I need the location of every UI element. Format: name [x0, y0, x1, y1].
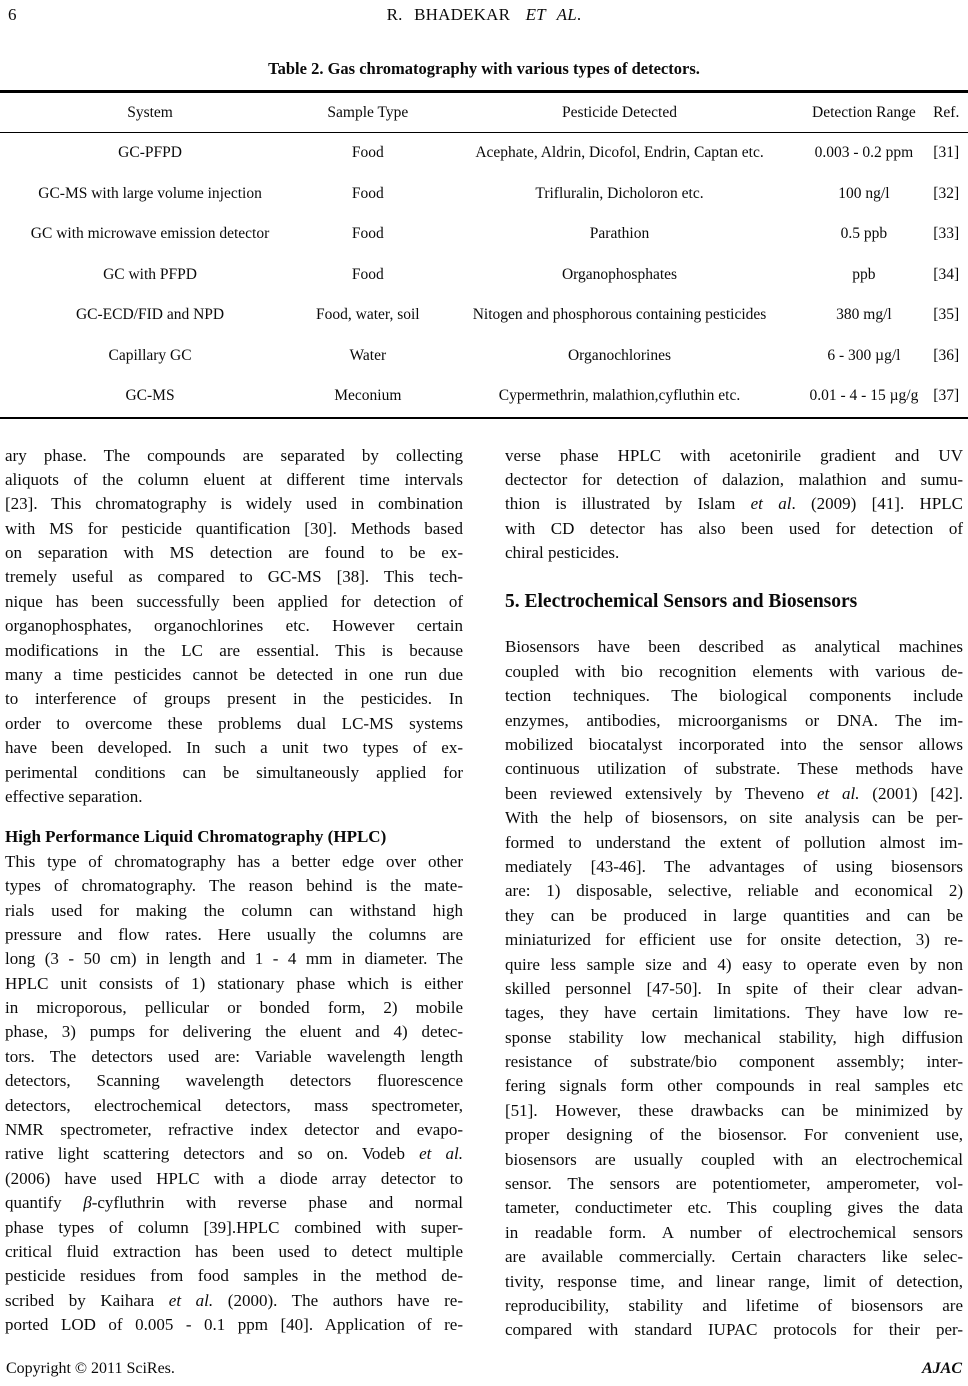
table-title: Table 2. Gas chromatography with various types of detectors. — [268, 59, 700, 78]
text-line: reproducibility, stability and lifetime of biosensors are — [505, 1296, 963, 1315]
text-line: ported LOD of 0.005 - 0.1 ppm [40]. Application of re- — [5, 1315, 463, 1335]
text-line: quantify β-cyfluthrin with reverse phase and normal — [5, 1193, 463, 1213]
table-cell: [34] — [933, 265, 960, 283]
text-line: enzymes, antibodies, microorganisms or DNA. The im- — [505, 710, 963, 730]
text-line: fering signals form other compounds in real samples etc — [505, 1076, 963, 1096]
column-header: Sample Type — [300, 92, 436, 133]
text-line: tection techniques. The biological components include — [505, 686, 963, 706]
table-cell: [31] — [933, 144, 960, 162]
column-header: System — [0, 92, 300, 133]
text-line: tages, they have certain limitations. They have low re- — [505, 1003, 963, 1023]
table-body — [0, 133, 968, 418]
section-heading: 5. Electrochemical Sensors and Biosensors — [505, 591, 858, 613]
text-line: detectors, electrochemical detectors, mass spectrometer, — [5, 1095, 463, 1115]
text-line: detectors, Scanning wavelength detectors fluorescence — [5, 1071, 463, 1091]
table-cell: Organochlorines — [567, 346, 672, 364]
column-header: Ref. — [924, 92, 968, 133]
text-line: order to overcome these problems dual LC-MS systems — [5, 713, 463, 733]
table-cell: GC-MS — [125, 387, 175, 405]
table-row — [0, 295, 968, 336]
text-line: coupled with bio recognition elements with various de- — [505, 661, 963, 681]
table-row — [0, 174, 968, 215]
text-line: mediately [43-46]. The advantages of using biosensors — [505, 856, 963, 876]
table-cell: 380 mg/l — [836, 306, 892, 324]
text-line: formed to understand the extent of pollution almost im- — [505, 832, 963, 852]
text-line: rative light scattering detectors and so on. Vodeb et al. — [5, 1144, 464, 1164]
table-cell: Meconium — [334, 387, 402, 405]
table-row — [0, 255, 968, 296]
text-line: effective separation. — [5, 786, 143, 806]
table-cell: GC with PFPD — [103, 265, 197, 283]
text-line: to interference of groups present in the pesticides. In — [5, 689, 463, 709]
text-line: modifications in the LC are essential. This is because — [5, 640, 463, 660]
detectors-table — [0, 90, 968, 419]
text-line: tameter, conductimeter etc. This coupling gives the data — [505, 1198, 963, 1218]
text-line: chiral pesticides. — [505, 543, 620, 563]
copyright-text: Copyright © 2011 SciRes. — [6, 1360, 175, 1377]
text-line: dectector for detection of dalazion, malathion and sumu- — [505, 469, 963, 489]
text-line: With the help of biosensors, on site analysis can be per- — [505, 808, 963, 828]
text-line: sponse stability low mechanical stability, high diffusion — [505, 1027, 963, 1047]
text-line: they can be produced in large quantities and can be — [505, 905, 963, 925]
paragraph — [505, 444, 963, 566]
text-line: are: 1) disposable, selective, reliable and economical 2) — [505, 881, 963, 901]
text-line: many a time pesticides cannot be detected in one run due — [5, 665, 463, 685]
text-line: critical fluid extraction has been used to detect multiple — [5, 1242, 463, 1261]
text-line: [23]. This chromatography is widely used in combination — [5, 494, 463, 514]
text-line: HPLC unit consists of 1) stationary phase which is either — [5, 973, 463, 993]
text-line: pesticide residues from food samples in the method de- — [5, 1266, 463, 1286]
text-line: quire less sample size and 4) easy to operate even by non — [505, 954, 963, 974]
table-cell: 0.01 - 4 - 15 µg/g — [809, 387, 919, 405]
table-cell: [32] — [933, 184, 960, 202]
text-line: are available commercially. Certain characters like selec- — [505, 1247, 963, 1267]
column-header: Detection Range — [803, 92, 924, 133]
table-cell: GC-MS with large volume injection — [38, 184, 262, 202]
table-header-row — [0, 92, 968, 133]
table-cell: Food — [351, 184, 384, 202]
column-header: Pesticide Detected — [436, 92, 804, 133]
table-cell: 0.5 ppb — [840, 225, 888, 243]
text-line: miniaturized for efficient use for onsite detection, 3) re- — [505, 930, 963, 950]
text-line: tors. The detectors used are: Variable wavelength length — [5, 1046, 463, 1066]
table-row — [0, 133, 968, 174]
text-line: pressure and flow rates. Here usually the columns are — [5, 924, 463, 944]
table-cell: 100 ng/l — [838, 184, 890, 202]
text-line: have been developed. In such a unit two types of ex- — [5, 738, 463, 758]
text-line: phase types of column [39].HPLC combined with super- — [5, 1217, 463, 1237]
table-cell: Parathion — [589, 225, 650, 243]
table-cell: 0.003 - 0.2 ppm — [814, 144, 914, 162]
table-cell: Cypermethrin, malathion,cyfluthin etc. — [498, 387, 741, 405]
text-line: verse phase HPLC with acetonirile gradient and UV — [505, 445, 963, 465]
table-cell: Food — [351, 225, 384, 243]
table-cell: Organophosphates — [561, 265, 678, 283]
text-line: tivity, response time, and linear range, limit of detection, — [505, 1271, 963, 1291]
text-line: Biosensors have been described as analytical machines — [505, 637, 963, 657]
table-row — [0, 336, 968, 377]
page-footer — [6, 1360, 962, 1378]
text-line: types of chromatography. The reason behind is the mate- — [5, 876, 463, 896]
paragraph — [505, 635, 963, 1342]
page-number: 6 — [8, 5, 17, 24]
table-cell: [37] — [933, 387, 960, 405]
text-line: biosensors are usually coupled with an electrochemical — [505, 1149, 963, 1169]
text-line: resistance of substrate/bio component assembly; inter- — [505, 1052, 963, 1072]
text-line: This type of chromatography has a better edge over other — [5, 851, 463, 871]
subsection-heading: High Performance Liquid Chromatography (HPLC) — [5, 827, 387, 847]
table-cell: Acephate, Aldrin, Dicofol, Endrin, Captan etc. — [475, 144, 764, 162]
table-row — [0, 214, 968, 255]
text-line: perimental conditions can be simultaneously applied for — [5, 762, 463, 782]
text-line: aliquots of the column eluent at different time intervals — [5, 469, 463, 489]
table-cell: GC-PFPD — [118, 144, 182, 162]
text-line: scribed by Kaihara et al. (2000). The authors have re- — [5, 1290, 463, 1310]
text-line: [51]. However, these drawbacks can be minimized by — [505, 1100, 963, 1120]
journal-abbreviation: AJAC — [921, 1360, 962, 1377]
page-header — [0, 0, 968, 27]
text-line: rials used for making the column can withstand high — [5, 900, 463, 920]
text-line: with MS for pesticide quantification [30]. Methods based — [5, 518, 463, 538]
table-cell: 6 - 300 µg/l — [827, 346, 901, 364]
text-line: nique has been successfully been applied for detection of — [5, 591, 463, 611]
text-line: continuous utilization of substrate. These methods have — [505, 759, 963, 779]
table-cell: Capillary GC — [108, 346, 192, 364]
text-line: skilled personnel [47-50]. In spite of their clear advan- — [505, 978, 963, 998]
table-cell: Food — [351, 265, 384, 283]
table-cell: [36] — [933, 346, 960, 364]
text-line: tremely useful as compared to GC-MS [38]. This tech- — [5, 567, 463, 587]
paragraph — [5, 850, 463, 1338]
table-cell: [35] — [933, 306, 960, 324]
text-line: mobilized biocatalyst incorporated into the sensor allows — [505, 735, 963, 755]
body-columns — [0, 444, 968, 1343]
table-cell: Trifluralin, Dicholoron etc. — [535, 184, 704, 202]
table-cell: ppb — [852, 265, 876, 283]
text-line: long (3 - 50 cm) in length and 1 - 4 mm in diameter. The — [5, 949, 463, 969]
text-line: (2006) have used HPLC with a diode array detector to — [5, 1168, 463, 1188]
table-row — [0, 376, 968, 418]
paragraph — [5, 444, 463, 810]
table-cell: GC-ECD/FID and NPD — [75, 306, 225, 324]
text-line: sensor. The sensors are potentiometer, amperometer, vol- — [505, 1174, 963, 1194]
body-right-column — [505, 444, 963, 1343]
text-line: thion is illustrated by Islam et al. (2009) [41]. HPLC — [505, 494, 963, 514]
body-left-column — [5, 444, 463, 1343]
table-cell: Food, water, soil — [316, 306, 420, 324]
table-cell: Water — [349, 346, 387, 364]
text-line: on separation with MS detection are found to be ex- — [5, 543, 463, 563]
text-line: proper designing of the biosensor. For convenient use, — [505, 1125, 963, 1145]
table-cell: GC with microwave emission detector — [30, 225, 270, 243]
table-cell: Food — [351, 144, 384, 162]
text-line: ary phase. The compounds are separated by collecting — [5, 445, 463, 465]
text-line: in readable form. A number of electrochemical sensors — [505, 1222, 963, 1242]
table-cell: Nitogen and phosphorous containing pesticides — [472, 306, 767, 324]
text-line: NMR spectrometer, refractive index detector and evapo- — [5, 1120, 463, 1140]
table-cell: [33] — [933, 225, 960, 243]
text-line: compared with standard IUPAC protocols for their per- — [505, 1320, 963, 1340]
text-line: organophosphates, organochlorines etc. However certain — [5, 616, 463, 636]
running-title: R. BHADEKAR ET AL. — [386, 5, 582, 24]
text-line: been reviewed extensively by Theveno et al. (2001) [42]. — [505, 783, 963, 803]
text-line: phase, 3) pumps for delivering the eluent and 4) detec- — [5, 1022, 463, 1042]
text-line: with CD detector has also been used for detection of — [505, 518, 963, 538]
text-line: in microporous, pellicular or bonded form, 2) mobile — [5, 998, 463, 1018]
